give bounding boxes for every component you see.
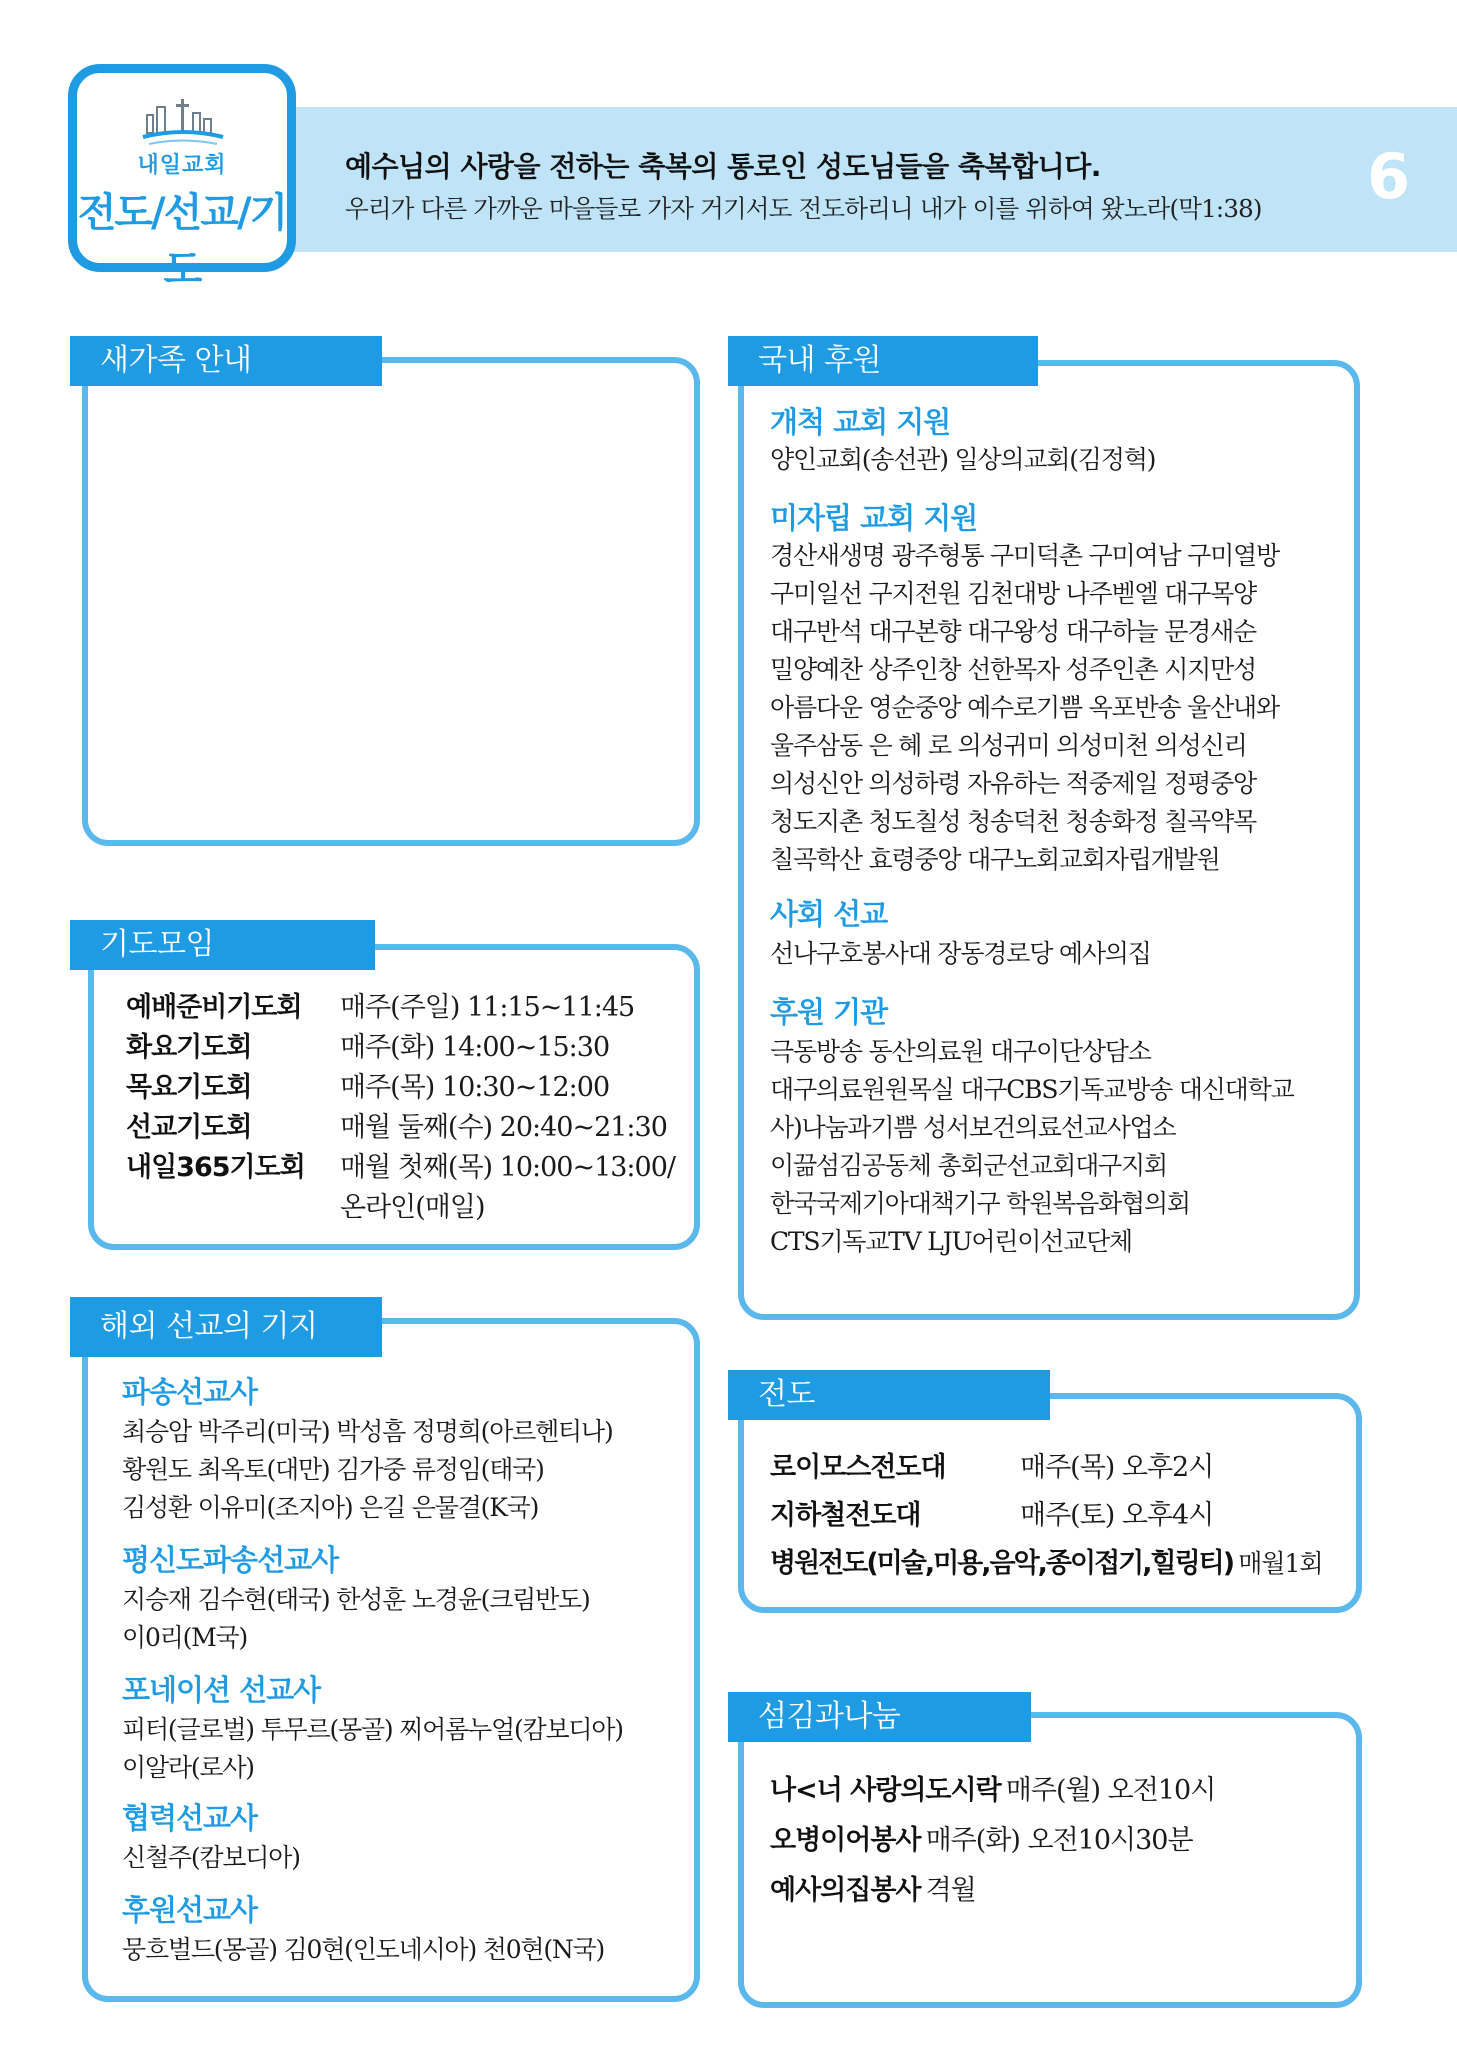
group-line: 이알라(로사) [122,1753,254,1782]
section-logo-badge [68,64,296,293]
evangelism-time: 매주(목) 오후2시 [1020,1452,1214,1483]
group-line: 뭉흐벌드(몽골) 김0현(인도네시아) 천0현(N국) [122,1935,605,1964]
group-line: 의성신안 의성하령 자유하는 적중제일 정평중앙 [770,769,1256,798]
overseas-tab: 해외 선교의 기지 [70,1297,382,1357]
sharing-time: 매주(화) 오전10시30분 [925,1825,1193,1856]
prayer-time-text: 매주(목) 10:30~12:00 [340,1072,610,1103]
group-line: 대구반석 대구본향 대구왕성 대구하늘 문경새순 [770,617,1256,646]
sharing-row [770,1768,1215,1807]
group-line: 이0리(M국) [122,1623,248,1652]
prayer-time-text: 매주(화) 14:00~15:30 [340,1032,610,1063]
group-title: 사회 선교 [770,897,888,931]
sharing-tab: 섬김과나눔 [728,1692,1031,1742]
sharing-time: 격월 [925,1875,976,1906]
group-line: 최승암 박주리(미국) 박성흠 정명희(아르헨티나) [122,1417,613,1446]
group-line: 한국국제기아대책기구 학원복음화협의회 [770,1189,1190,1218]
church-skyline-icon [141,93,225,149]
prayer-time-text: 매월 둘째(수) 20:40~21:30 [340,1112,667,1143]
prayer-row [126,1145,305,1184]
group-line: 극동방송 동산의료원 대구이단상담소 [770,1037,1151,1066]
sharing-row [770,1818,1193,1857]
sharing-row [770,1868,976,1907]
group-line: 양인교회(송선관) 일상의교회(김정혁) [770,445,1156,474]
prayer-time [340,1185,484,1224]
evangelism-time: 매주(토) 오후4시 [1020,1500,1214,1531]
prayer-tab: 기도모임 [70,920,375,970]
church-name: 내일교회 [137,153,227,178]
group-line: 밀양예찬 상주인창 선한목자 성주인촌 시지만성 [770,655,1256,684]
sharing-name: 나<너 사랑의도시락 [770,1775,1001,1806]
prayer-row [126,1105,251,1144]
evangelism-tab: 전도 [728,1370,1050,1420]
group-line: 아름다운 영순중앙 예수로기쁨 옥포반송 울산내와 [770,693,1279,722]
group-title: 평신도파송선교사 [122,1543,339,1577]
sharing-time: 매주(월) 오전10시 [1005,1775,1216,1806]
group-line: 피터(글로벌) 투무르(몽골) 찌어롬누얼(캄보디아) [122,1715,623,1744]
new-family-tab: 새가족 안내 [70,336,382,386]
prayer-row [126,985,302,1024]
page-title: 예수님의 사랑을 전하는 축복의 통로인 성도님들을 축복합니다. [345,150,1101,183]
section-title: 전도/선교/기도 [77,190,287,293]
prayer-extra-line: 온라인(매일) [340,1192,485,1223]
group-line: 구미일선 구지전원 김천대방 나주벧엘 대구목양 [770,579,1256,608]
prayer-name: 목요기도회 [126,1072,252,1103]
prayer-time-text: 매월 첫째(목) 10:00~13:00/ [340,1152,675,1183]
prayer-name: 예배준비기도회 [126,992,302,1023]
group-line: 선나구호봉사대 장동경로당 예사의집 [770,939,1151,968]
prayer-time [340,985,634,1024]
prayer-time [340,1025,609,1064]
group-title: 협력선교사 [122,1801,258,1835]
prayer-time-text: 매주(주일) 11:15~11:45 [340,992,635,1023]
evangelism-row [770,1541,1323,1580]
sharing-box [738,1712,1362,2008]
group-title: 후원선교사 [122,1893,258,1927]
group-line: 청도지촌 청도칠성 청송덕천 청송화정 칠곡약목 [770,807,1256,836]
group-line: 김성환 이유미(조지아) 은길 은물결(K국) [122,1493,539,1522]
group-line: 대구의료원원목실 대구CBS기독교방송 대신대학교 [770,1075,1294,1104]
group-line: 사)나눔과기쁨 성서보건의료선교사업소 [770,1113,1176,1142]
evangelism-time: 매월1회 [1238,1549,1323,1578]
evangelism-name: 병원전도(미술,미용,음악,종이접기,힐링티) [770,1548,1234,1579]
group-line: 황원도 최옥토(대만) 김가중 류정임(태국) [122,1455,544,1484]
prayer-time [340,1145,675,1184]
group-line: 경산새생명 광주형통 구미덕촌 구미여남 구미열방 [770,541,1279,570]
group-title: 후원 기관 [770,995,888,1029]
evangelism-name: 로이모스전도대 [770,1452,946,1483]
page-number: 6 [1367,140,1411,213]
prayer-time [340,1065,609,1104]
new-family-box [82,357,700,846]
bible-verse: 우리가 다른 가까운 마을들로 가자 거기서도 전도하리니 내가 이를 위하여 왔노라(막1:38) [345,194,1262,223]
prayer-row [126,1065,251,1104]
prayer-name: 내일365기도회 [126,1152,305,1183]
group-line: 이끎섬김공동체 총회군선교회대구지회 [770,1151,1167,1180]
group-title: 개척 교회 지원 [770,405,951,439]
group-line: 울주삼동 은 혜 로 의성귀미 의성미천 의성신리 [770,731,1247,760]
prayer-row [126,1025,251,1064]
group-line: 신철주(캄보디아) [122,1843,300,1872]
evangelism-name: 지하철전도대 [770,1500,921,1531]
group-line: CTS기독교TV LJU어린이선교단체 [770,1227,1132,1256]
group-title: 파송선교사 [122,1375,258,1409]
prayer-time [340,1105,667,1144]
group-line: 칠곡학산 효령중앙 대구노회교회자립개발원 [770,845,1220,874]
sharing-name: 오병이어봉사 [770,1825,921,1856]
sharing-name: 예사의집봉사 [770,1875,921,1906]
group-title: 미자립 교회 지원 [770,501,978,535]
prayer-name: 화요기도회 [126,1032,252,1063]
group-line: 지승재 김수현(태국) 한성훈 노경윤(크림반도) [122,1585,590,1614]
prayer-name: 선교기도회 [126,1112,252,1143]
domestic-tab: 국내 후원 [728,336,1038,386]
group-title: 포네이션 선교사 [122,1673,321,1707]
